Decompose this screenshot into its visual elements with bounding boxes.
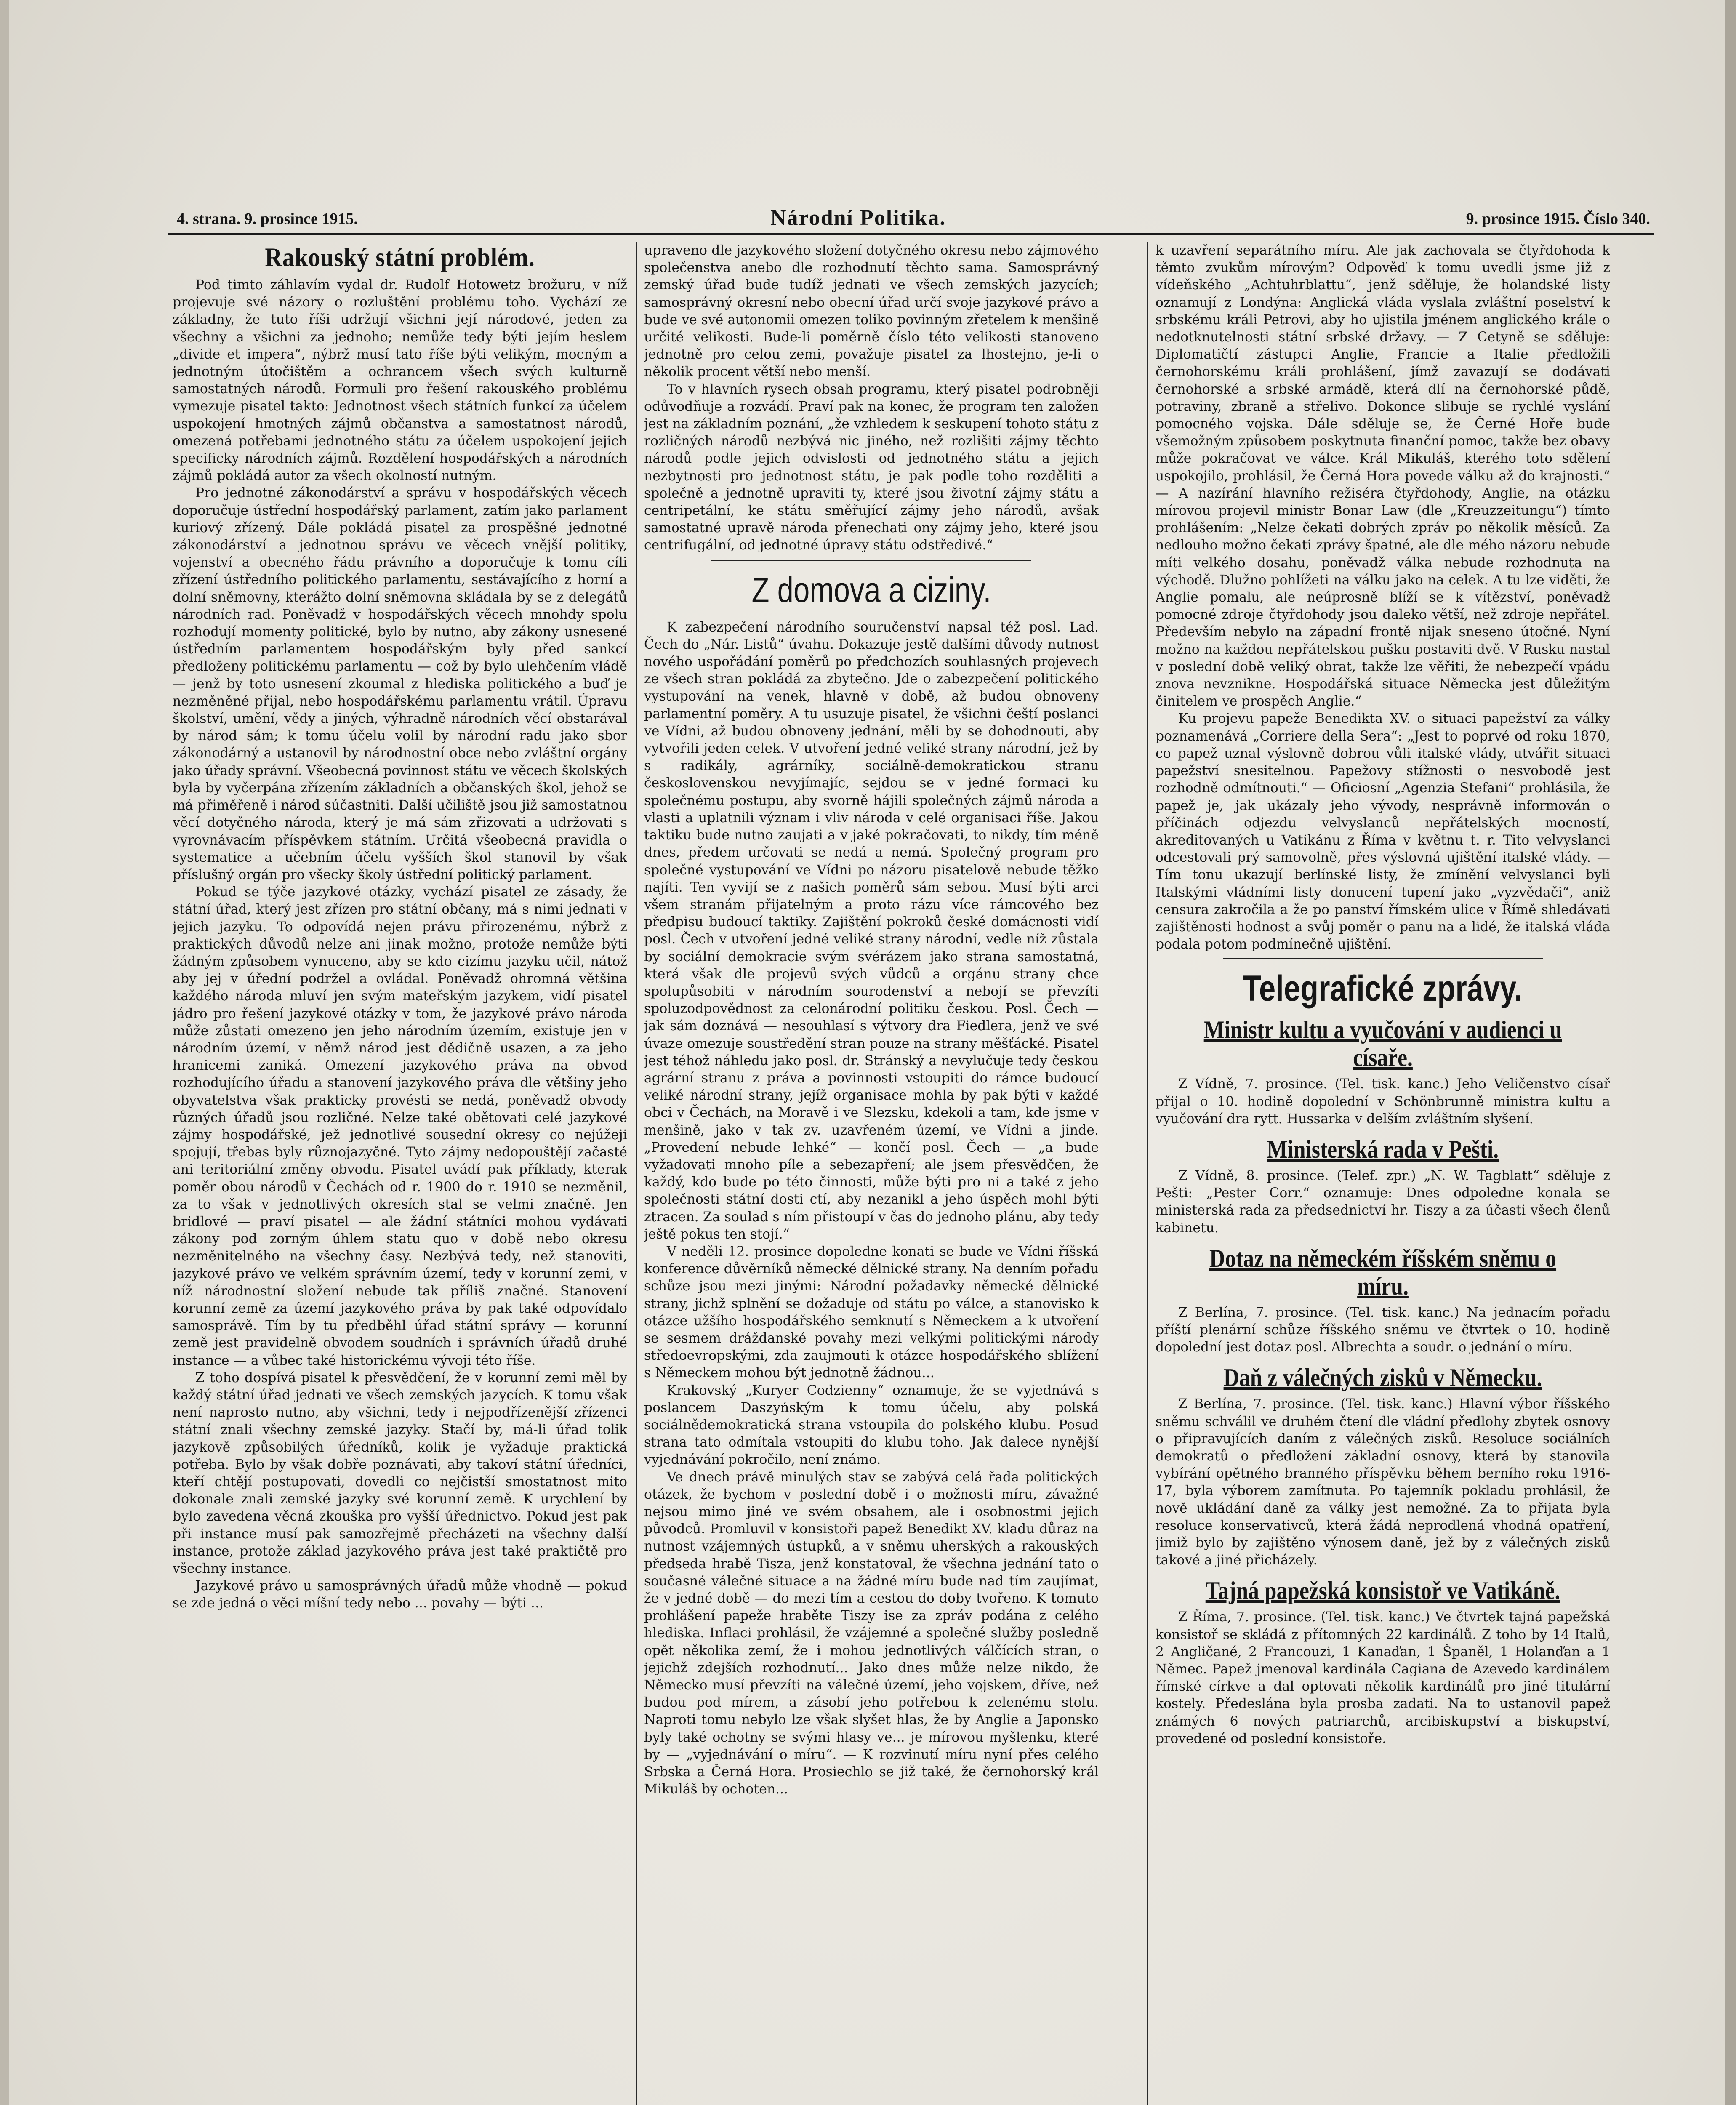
page-edge-left	[0, 0, 9, 2105]
news-paragraph: Krakovský „Kuryer Codzienny“ oznamuje, že se vyjednává s poslancem Daszyńským k tomu účelu, aby polská sociálnědemokratická strana vstoupila do polského klubu. Posud strana tato odmítala vstoupiti do klubu toho. Jak dalece nynější vyjednávání pokročilo, není známo.	[644, 1383, 1099, 1468]
telegraph-subhead: Ministr kultu a vyučování v audienci u císaře.	[1203, 1016, 1562, 1072]
article-paragraph: Z toho dospívá pisatel k přesvědčení, že v korunní zemi měl by každý státní úřad jednati ve všech zemských jazycích. K tomu však není naprosto nutno, aby všichni, tedy i nejpodřízenější zřízenci státní znali všechny zemské jazyky. Stačí by, má-li úřad tolik jazykově způsobilých úředníků, kolik je vyžaduje praktická potřeba. Bylo by však dobře poznávati, aby takoví státní úředníci, kteří chtějí postupovati, dovedli co nejčistší smostatnost mito dokonale znali zemské jazyky své korunní země. K urychlení by bylo zavedena věcná zkouška pro vyšší úřednictvo. Pokud jest pak při instance musí pak samozřejmě přecházeti na všechny další instance, protože základ jazykového práva jest také praktičtě pro všechny instance.	[173, 1370, 627, 1577]
column-3	[1156, 242, 1610, 2105]
article-paragraph: To v hlavních rysech obsah programu, který pisatel podrobněji odůvodňuje a rozvádí. Praví pak na konec, že program ten založen jest na základním poznání, „že vzhledem k seskupení tohoto státu z rozličných národů nezbývá nic jiného, než rozlišiti zájmy těchto národů podle jejich odvislosti od jednotného státu a jejich nezbytnosti pro jednotnost státu, je pak podle toho rozděliti a společně a jednotně upraviti ty, které jsou životní zájmy státu a centripetální, ke státu směřující zájmy jeho národů, avšak samostatné upravě národa přenechati ony zájmy jeho, které jsou centrifugální, od jednotné úpravy státu odstředivé.“	[644, 381, 1099, 553]
telegraph-paragraph: Z Vídně, 7. prosince. (Tel. tisk. kanc.) Jeho Veličenstvo císař přijal o 10. hodině dopolední v Schönbrunně ministra kultu a vyučování dra rytt. Hussarka v delším zvláštním slyšení.	[1156, 1076, 1610, 1127]
telegraph-subhead: Ministerská rada v Pešti.	[1267, 1135, 1499, 1163]
header-rule	[168, 233, 1654, 235]
telegraph-paragraph: Z Říma, 7. prosince. (Tel. tisk. kanc.) Ve čtvrtek tajná papežská konsistoř se skládá z přítomných 22 kardinálů. Z toho by 14 Italů, 2 Angličané, 2 Francouzi, 1 Kanaďan, 1 Španěl, 1 Holanďan a 1 Němec. Papež jmenoval kardinála Cagiana de Azevedo kardinálem římské církve a dal optovati několik kardinálů pro jiné titulární kostely. Předeslána byla prosba zadati. Na to ustanovil papež známých 6 nových patriarchů, arcibiskupství a biskupství, provedené od poslední konsistoře.	[1156, 1609, 1610, 1746]
article-paragraph: upraveno dle jazykového složení dotyčného okresu nebo zájmového společenstva anebo dle rozhodnutí těchto sama. Samosprávný zemský úřad bude tudíž jednati ve všech zemských jazycích; samosprávný okresní nebo obecní úřad určí svoje jazykové právo a bude ve své autonomii omezen toliko povinným zřetelem k menšině určité velikosti. Bude-li poměrně číslo této velikosti stanoveno jednotně pro celou zemi, považuje pisatel za lhostejno, je-li o několik procent větší nebo menší.	[644, 243, 1099, 380]
header-date-left: 4. strana. 9. prosince 1915.	[177, 210, 358, 228]
page-edge-right	[1725, 0, 1736, 2105]
telegraph-paragraph: Z Berlína, 7. prosince. (Tel. tisk. kanc.) Na jednacím pořadu příští plenární schůze říšského sněmu ve čtvrtek o 10. hodině dopolední jest dotaz posl. Albrechta a soudr. o jednání o míru.	[1156, 1305, 1610, 1355]
section-headline: Z domova a ciziny.	[751, 570, 991, 610]
article-paragraph: Pokud se týče jazykové otázky, vychází pisatel ze zásady, že státní úřad, který jest zřízen pro státní občany, má s nimi jednati v jejich jazyku. To odpovídá nejen právu přirozenému, nýbrž z praktických důvodů nelze ani jinak možno, protože nemůže býti žádným způsobem vynuceno, aby se kdo cizímu jazyku učil, nátož aby jej v úřední podržel a ovládal. Poněvadž ohromná většina každého národa mluví jen svým mateřským jazykem, vidí pisatel jádro pro řešení jazykové otázky v tom, že jazykové právo národa může zůstati omezeno jen jeho národním územím, existuje jen v národním území, v němž národ jest dědičně usazen, a za jeho hranicemi zaniká. Omezení jazykového práva na obvod rozhodujícího úřadu a stanovení jazykového práva dle většiny jeho obyvatelstva však prakticky provésti se nedá, poněvadž obvody různých úřadů jsou rozličné. Nelze také obětovati celé jazykové zájmy hospodářské, jež jednotlivé sousední okresy co nejúžeji spojují, třebas byly různojazyčné. Tyto zájmy nedopouštějí začasté ani teritoriální změny obvodu. Pisatel uvádí pak příklady, kterak poměr obou národů v Čechách od r. 1900 do r. 1910 se nezměnil, za to však v jednotlivých okresích stal se velmi značně. Jen bridlové — praví pisatel — ale žádní státníci mohou vydávati zákony pod zorným úhlem statu quo v době nebo okresu nezměnitelného na všechny časy. Nezbývá tedy, než stanoviti, jazykové právo ve velkém správním území, tedy v korunní zemi, v níž národnostní složení nebude tak příliš značné. Stanovení korunní země za území jazykového práva by pak také odpovídalo samosprávě. Tím by tu předběhl úřad státní správy — korunní země jest pravidelně obvodem soudních i správních úřadů druhé instance — a vůbec také historickému vývoji této říše.	[173, 885, 627, 1368]
masthead-title: Národní Politika.	[770, 206, 946, 230]
column-1	[173, 242, 627, 2105]
telegraph-paragraph: Z Berlína, 7. prosince. (Tel. tisk. kanc.) Hlavní výbor říšského sněmu schválil ve druhém čtení dle vládní předlohy zbytek osnovy o připravujících daním z válečných zisků. Resoluce sociálních demokratů o předložení základní osnovy, která by stanovila vybírání opětného branného příspěvku během berního roku 1916-17, byla výborem zamítnuta. Po tajemník pokladu prohlásil, že nově ukládání daně za války jest nemožné. Za to přijata byla resoluce konservativců, která žádá neprodlená vhodná opatření, jimiž bylo by zajištěno výnosem daně, jež by z válečných zisků takové a jiné přicházely.	[1156, 1396, 1610, 1568]
news-paragraph: Ve dnech právě minulých stav se zabývá celá řada politických otázek, že bychom v poslední době i o možnosti míru, závažné nejsou mimo jiné ve svém obsahem, ale i osobnostmi jejich původců. Promluvil v konsistoři papež Benedikt XV. kladu důraz na nutnost vzájemných ústupků, a v sněmu uherských a rakouských předseda hrabě Tisza, jenž konstatoval, že všechna jednání tato o současné válečné situace a na žádné míru bude nad tím zaujímat, že v jedné době — do mezi tím a cestou do doby tvořeno. K tomuto prohlášení papeže hraběte Tiszy ise za zpráv podána z celého hlediska. Inflaci prohlásil, že vzájemné a společné služby posledně opět několika zemí, že i mohou jednotlivých válčících stran, o jejichž zdejších rozhodnutí... Jako dnes může nelze nikdo, že Německo musí převzíti na válečné území, jeho vojskem, dříve, než budou pod mírem, a zásobí jeho potřebou k zelenému stolu. Naproti tomu nebylo lze však slyšet hlas, že by Anglie a Japonsko byly také ochotny se svými hlasy ve... je mírovou myšlenku, které by — „vyjednávání o míru“. — K rozvinutí míru nyní přes celého Srbska a Černá Hora. Prosiechlo se již také, že černohorský král Mikuláš by ochoten...	[644, 1469, 1099, 1797]
header-date-right: 9. prosince 1915. Číslo 340.	[1466, 210, 1650, 228]
section-rule	[1223, 958, 1543, 959]
article-paragraph: Jazykové právo u samosprávných úřadů může vhodně — pokud se zde jedná o věci míšní tedy nebo ... povahy — býti ...	[173, 1578, 627, 1611]
telegraph-headline: Telegrafické zprávy.	[1243, 968, 1523, 1009]
telegraph-subhead: Dotaz na německém říšském sněmu o míru.	[1209, 1244, 1557, 1300]
telegraph-subhead: Tajná papežská konsistoř ve Vatikáně.	[1205, 1577, 1560, 1605]
section-rule	[711, 560, 1031, 561]
telegraph-subhead: Daň z válečných zisků v Německu.	[1223, 1364, 1542, 1392]
article-title: Rakouský státní problém.	[265, 242, 535, 272]
column-divider	[1147, 242, 1148, 2105]
column-divider	[636, 242, 637, 2105]
article-paragraph: Pro jednotné zákonodárství a správu v hospodářských věcech doporučuje ústřední hospodářský parlament, zatím jako parlament kuriový zřízený. Dále pokládá pisatel za prospěšné jednotné zákonodárství a jednotnou správu ve věcech vnější politiky, vojenství a obecného řádu právního a doporučuje k tomu cíli zřízení ústředního politického parlamentu, sestávajícího z horní a dolní sněmovny, kterážto dolní sněmovna skládala by se z delegátů národních rad. Poněvadž v hospodářských věcech mnohdy spolu rozhodují momenty politické, bylo by nutno, aby zákony usnesené ústředním parlamentem hospodářským byly před sankcí předloženy politickému parlamentu — což by bylo ulehčením vládě — jenž by toto usnesení zkoumal z hlediska politického a buď je nezměněné přijal, nebo hospodářskému parlamentu vrátil. Úpravu školství, umění, vědy a jiných, výhradně národních věcí obstarával by národ sám; k tomu účelu volil by národní radu jako sbor zákonodárný a ustanovil by národnostní obce nebo zvláštní orgány jako úřady správní. Všeobecná povinnost státu ve věcech školských byla by vyčerpána zřízením základních a občanských škol, jehož se má přiměřeně i národ súčastniti. Další učiliště jsou již samostatnou věcí dotyčného národa, který je má sám zřizovati a udržovati s vyrovnávacím příspěvkem státním. Určitá všeobecná pravidla o systematice a učebním účelu vyšších škol stanovil by však příslušný orgán pro všecky školy ústřední politický parlament.	[173, 485, 627, 882]
telegraph-paragraph: Z Vídně, 8. prosince. (Telef. zpr.) „N. W. Tagblatt“ sděluje z Pešti: „Pester Corr.“ oznamuje: Dnes odpoledne konala se ministerská rada za předsednictví hr. Tiszy a za účasti všech členů kabinetu.	[1156, 1168, 1610, 1236]
news-paragraph: k uzavření separátního míru. Ale jak zachovala se čtyřdohoda k těmto zvukům mírovým? Odpověď k tomu uvedli jsme již z vídeňského „Achtuhrblattu“, jenž sděluje, že holandské listy oznamují z Londýna: Anglická vláda vyslala zvláštní poselství k srbskému králi Petrovi, aby ho ujistila jménem anglického krále o nedotknutelnosti státní srbské državy. — Z Cetyně se sděluje: Diplomatičtí zástupci Anglie, Francie a Italie předložili černohorskému králi prohlášení, jímž zavazují se dodávati černohorské a srbské armádě, která dlí na černohorské půdě, potraviny, zbraně a střelivo. Dokonce slibuje se rychlé vyslání pomocného vojska. Dále sděluje se, že Černé Hoře bude všemožným způsobem poskytnuta finanční pomoc, takže bez obavy může pokračovat ve válce. Král Mikuláš, kterého toto sdělení uspokojilo, prohlásil, že Černá Hora povede válku až do krajnosti.“ — A nazírání hlavního režiséra čtyřdohody, Anglie, na otázku mírovou projevil ministr Bonar Law (dle „Kreuzzeitungu“) tímto prohlášením: „Nelze čekati dobrých zpráv po několik měsíců. Za nedlouho možno čekati zprávy špatné, ale dle mého názoru nebude míti velkého dosahu, poněvadž válka nebude rozhodnuta na východě. Dlužno pohlížeti na válku jako na celek. A tu lze viděti, že Anglie pomalu, ale neúprosně blíží se k vítězství, poněvadž pomocné zdroje čtyřdohody jsou daleko větší, než zdroje nepřátel. Především nebylo na západní frontě nijak sneseno útočné. Nyní možno na každou nepřátelskou pušku postaviti dvě. V Rusku nastal v poslední době veliký obrat, takže lze věřiti, že nebezpečí vpádu znova nevznikne. Hospodářská situace Německa jest důležitým činitelem ve prospěch Anglie.“	[1156, 243, 1610, 709]
news-paragraph: V neděli 12. prosince dopoledne konati se bude ve Vídni říšská konference důvěrníků německé dělnické strany. Na denním pořadu schůze jsou mezi jinými: Národní požadavky německé dělnické strany, jichž splnění se dožaduje od státu po válce, a stanovisko k otázce užšího hospodářského semknutí s Německem a k utvoření se sesmem dráždanské povahy mezi velkými politickými národy středoevropskými, zda zaujmouti k otázce hospodářského sblížení s Německem mohou být jednotně žádnou...	[644, 1244, 1099, 1381]
page-header	[168, 201, 1654, 234]
article-paragraph: Pod timto záhlavím vydal dr. Rudolf Hotowetz brožuru, v níž projevuje své názory o rozluštění problému toho. Vychází ze základny, že tuto říši udržují všichni její národové, jeden za všechny a všichni za jednoho; nemůže tedy býti jejím heslem „divide et impera“, nýbrž musí tato říše býti velikým, mocným a jednotným útočištěm a ochrancem všech svých kulturně samostatných národů. Formuli pro řešení rakouského problému vymezuje pisatel takto: Jednotnost všech státních funkcí za účelem uspokojení hmotných zájmů občanstva a samostatnost národů, omezená potřebami jednotného státu za účelem uspokojení jejich specificky národních zájmů. Rozdělení hospodářských a národních zájmů pokládá autor za všech okolností nutným.	[173, 277, 627, 484]
news-paragraph: K zabezpečení národního souručenství napsal též posl. Lad. Čech do „Nár. Listů“ úvahu. Dokazuje jestě dalšími důvody nutnost nového uspořádání poměrů po předchozích souhlasných projevech ze všech stran pokládá za zbytečno. Jde o zabezpečení politického vystupování na venek, hlavně v době, až budou obnoveny parlamentní poměry. A tu usuzuje pisatel, že všichni čeští poslanci ve Vídni, až budou obnoveny jednání, měli by se dohodnouti, aby vytvořili jeden celek. V utvoření jedné veliké strany národní, jež by s radikály, agrárníky, sociálně-demokratickou stranu československou nevyjímajíc, sejdou se v jedné formaci ku společnému postupu, aby svorně hájili společných zájmů národa a vlasti a uplatnili význam i vliv národa v celé organisaci říše. Jakou taktiku bude nutno zaujati a v jaké pokračovati, to nikdy, tím méně dnes, předem určovati se nedá a nemá. Společný program pro společné vystupování ve Vídni po názoru pisatelově nebude těžko najíti. Ten vyvijí se z našich poměrů sám sebou. Musí býti arci všem stranám přijatelným a proto rázu více rámcového bez předpisu budoucí taktiky. Zajištění pokroků české domácnosti vidí posl. Čech v utvoření jedné veliké strany národní, vedle níž zůstala by sociální demokracie svým svérázem jako strana samostatná, která však dle projevů svých vůdců a orgánu strany chce spolupůsobiti v národním sourodenství a nebojí se převzíti spoluzodpovědnost za celonárodní politiku českou. Posl. Čech — jak sám doznává — nesouhlasí s výtvory dra Fiedlera, jenž ve své úvaze omezuje soustředění stran pouze na strany měšťácké. Pisatel jest téhož náhledu jako posl. dr. Stránský a nevylučuje tedy českou agrární stranu z práva a povinnosti vstoupiti do rámce budoucí veliké národní strany, jejíž organisace mohla by pak býti v každé obci v Čechách, na Moravě i ve Slezsku, kdekoli a tam, kde jsme v menšině, jako v tak zv. uzavřeném území, ve Vídni a jinde. „Provedení nebude lehké“ — končí posl. Čech — „a bude vyžadovati mnoho píle a sebezapření; ale jsem přesvědčen, že každý, kdo bude po této činnosti, může býti pro ni a také z jeho společnosti státní dosti ctí, aby nezanikl a jeho úspěch mohl býti ztracen. Za soulad s ním přistoupí v čas do jednoho plánu, aby tedy ještě pokus ten stojí.“	[644, 619, 1099, 1242]
column-2	[644, 242, 1099, 2105]
news-paragraph: Ku projevu papeže Benedikta XV. o situaci papežství za války poznamenává „Corriere della Sera“: „Jest to poprvé od roku 1870, co papež uznal výslovně dobrou vůli italské vlády, utvářit situaci papežství snesitelnou. Papežovy stížnosti o nesvobodě jest rozhodně odmítnouti.“ — Oficiosní „Agenzia Stefani“ prohlásila, že papež je, jak ukázaly jeho vývody, nesprávně informován o příčinách odjezdu velvyslanců nepřátelských mocností, akreditovaných u Vatikánu z Říma v květnu t. r. Tito velvyslanci odcestovali prý samovolně, přes výslovná ujištění italské vlády. — Tím tonu ukazují berlínské listy, že zmínění velvyslanci byli Italskými vládními listy donucení tupení jako „vyzvědači“, aniž censura zakročila a že po panství římském ulice v Římě shledávati zajištěnosti hodnost a svůj poměr o panu na a lidé, že italská vláda podala potom podmínečně ujištění.	[1156, 711, 1610, 952]
